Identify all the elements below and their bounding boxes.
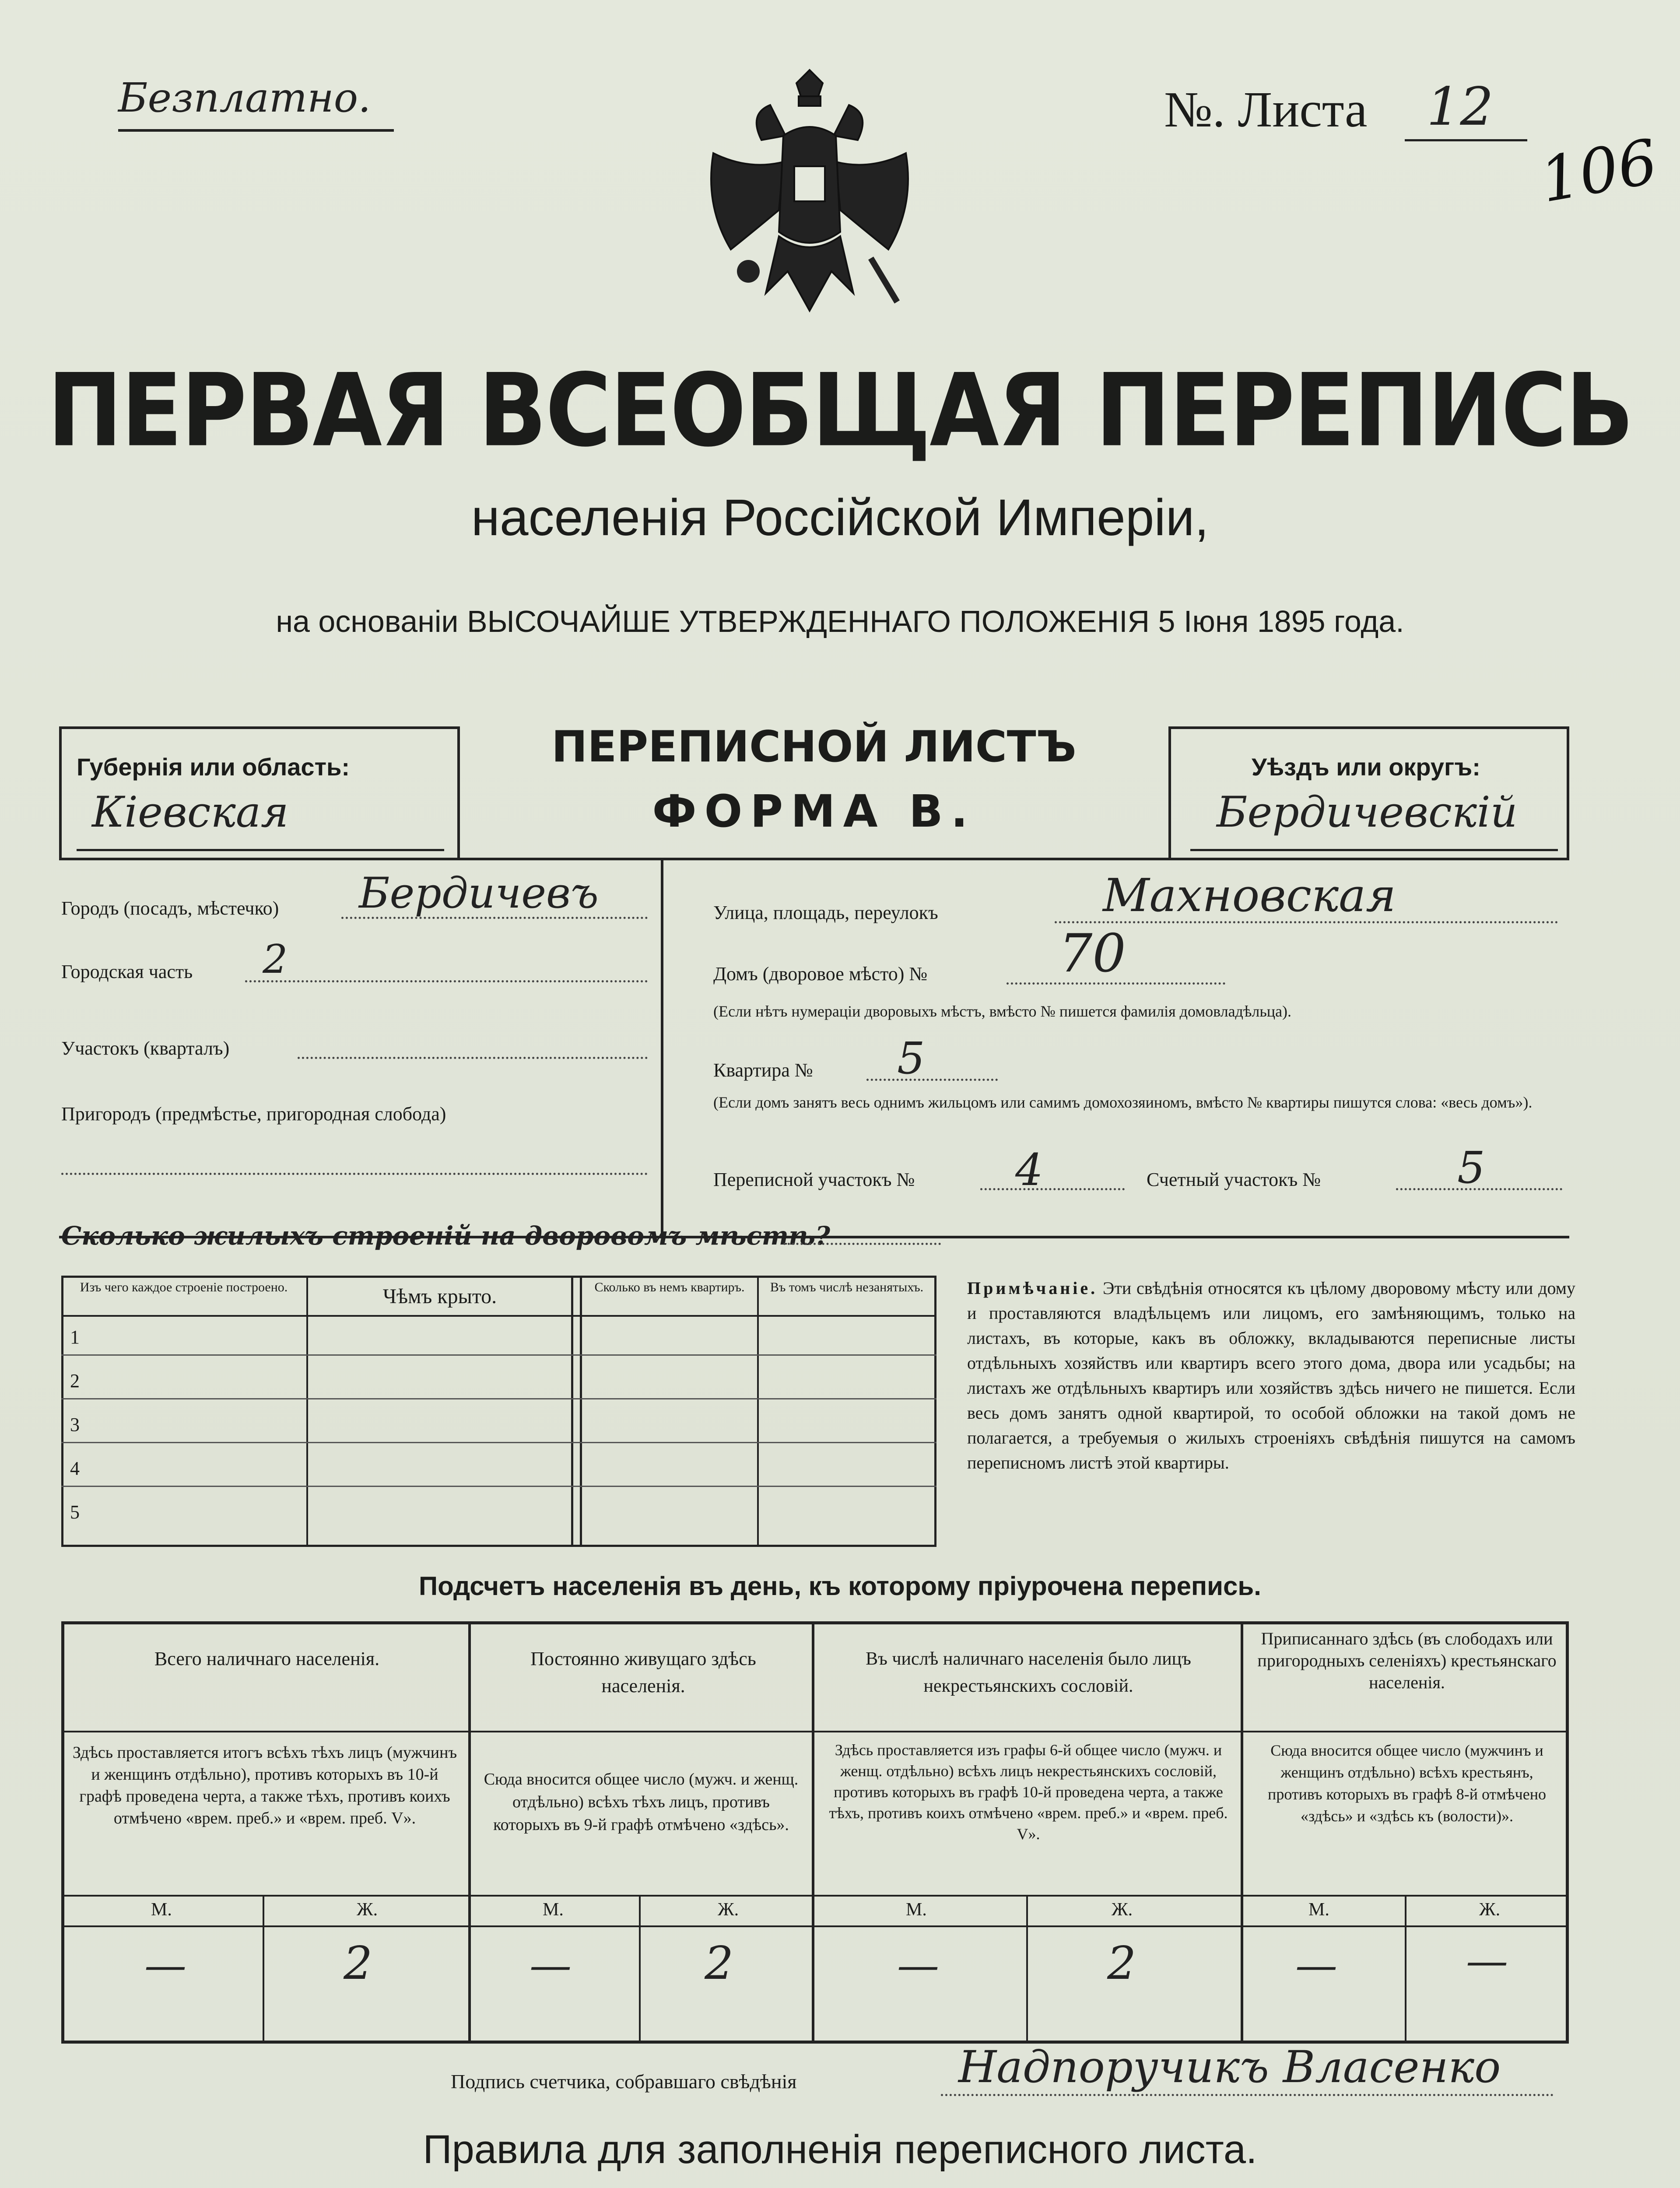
- district-underline: [1190, 849, 1558, 851]
- pop-divider-2: [812, 1621, 814, 2044]
- province-underline: [77, 849, 444, 851]
- province-value: Кіевская: [92, 788, 289, 837]
- pop-mf-divider-3: [1026, 1895, 1028, 2044]
- apartment-note: (Если домъ занятъ весь однимъ жильцомъ или самимъ домохозяиномъ, вмѣсто № квартиры пишутся слова: «весь домъ»).: [713, 1094, 1533, 1111]
- buildings-note: [967, 1276, 1575, 1475]
- buildings-note-lead: Примѣчаніе.: [967, 1278, 1098, 1298]
- buildings-row-number: 3: [70, 1414, 80, 1435]
- pop-col-head: Приписаннаго здѣсь (въ слободахъ или пригородныхъ селеніяхъ) крестьянскаго населенія.: [1257, 1629, 1557, 1692]
- buildings-note-text: Эти свѣдѣнія относятся къ цѣлому дворовому мѣсту или дому и проставляются владѣльцемъ или лицомъ, его замѣняющимъ, только на листахъ, въ которые, какъ въ обложку, вкладываются переписные листы отдѣльныхъ хозяйствъ или квартиръ всего этого дома, двора или усадьбы; на листахъ же отдѣльныхъ квартиръ или хозяйствъ здѣсь ничего не пишется. Если весь домъ занятъ одной квартирой, то особой обложки на такой домъ не полагается, а требуемыя о жилыхъ строеніяхъ свѣдѣнія пишутся на самомъ переписномъ листѣ этой квартиры.: [967, 1278, 1575, 1473]
- city-value: Бердичевъ: [359, 869, 599, 918]
- pop-f-value: 2: [1107, 1936, 1136, 1990]
- signature-rule: [941, 2094, 1554, 2096]
- pop-m-label: М.: [151, 1900, 172, 1920]
- pop-mf-divider-1: [263, 1895, 264, 2044]
- pop-m-label: М.: [543, 1900, 564, 1920]
- street-value: Махновская: [1103, 869, 1396, 922]
- district-value: Бердичевскій: [1217, 788, 1518, 837]
- suburb-label: Пригородъ (предмѣстье, пригородная слобода): [61, 1103, 446, 1125]
- pop-head-rule: [61, 1731, 1569, 1732]
- apartment-value: 5: [897, 1033, 925, 1084]
- street-label: Улица, площадь, переулокъ: [713, 902, 938, 923]
- free-label-underline: [118, 129, 394, 132]
- census-area-rule: [980, 1188, 1125, 1190]
- pop-divider-1: [468, 1621, 471, 2044]
- pop-divider-3: [1241, 1621, 1243, 2044]
- census-area-label: Переписной участокъ №: [713, 1169, 915, 1190]
- buildings-row-number: 5: [70, 1501, 80, 1523]
- house-value: 70: [1059, 923, 1126, 984]
- pop-f-label: Ж.: [1479, 1900, 1501, 1920]
- buildings-col-apartments: Сколько въ немъ квартиръ.: [594, 1280, 745, 1294]
- pop-f-value: 2: [344, 1936, 373, 1990]
- city-label: Городъ (посадъ, мѣстечко): [61, 898, 279, 919]
- city-rule: [341, 917, 648, 919]
- province-label: Губернія или область:: [77, 753, 350, 781]
- count-area-label: Счетный участокъ №: [1147, 1169, 1321, 1190]
- city-part-label: Городская часть: [61, 961, 193, 982]
- pop-m-value: —: [530, 1941, 572, 1990]
- census-area-value: 4: [1015, 1144, 1043, 1196]
- pop-col-desc: Сюда вносится общее число (мужч. и женщ. отдѣльно) всѣхъ тѣхъ лицъ, противъ которыхъ въ 9-й графѣ отмѣчено «здѣсь».: [484, 1770, 799, 1834]
- city-part-value: 2: [263, 936, 288, 982]
- buildings-row: [61, 1354, 936, 1356]
- buildings-question-rule: [783, 1243, 941, 1245]
- population-title: Подсчетъ населенія въ день, къ которому пріурочена перепись.: [419, 1571, 1261, 1601]
- free-label: Безплатно.: [118, 74, 371, 121]
- sheet-number-underline: [1405, 139, 1527, 141]
- house-rule: [1007, 982, 1225, 985]
- buildings-row: [61, 1398, 936, 1399]
- form-divider-left: [457, 726, 460, 858]
- sheet-number-value: 12: [1427, 77, 1494, 137]
- pop-f-label: Ж.: [718, 1900, 739, 1920]
- count-area-rule: [1396, 1188, 1562, 1190]
- pop-m-value: —: [1295, 1941, 1337, 1990]
- pop-col-desc: Здѣсь проставляется изъ графы 6-й общее число (мужч. и женщ. отдѣльно) всѣхъ лицъ некрестьянскихъ сословій, противъ которыхъ въ графѣ 10-й проведена черта, а также тѣхъ, противъ коихъ отмѣчено «врем. преб.» и «врем. преб. V».: [829, 1741, 1228, 1843]
- suburb-rule: [61, 1173, 648, 1175]
- buildings-row-number: 1: [70, 1326, 80, 1348]
- buildings-row: [61, 1486, 936, 1487]
- census-subtitle: населенія Россійской Имперіи,: [471, 489, 1209, 547]
- pop-f-label: Ж.: [357, 1900, 378, 1920]
- buildings-col-material: Изъ чего каждое строеніе построено.: [80, 1280, 288, 1294]
- pop-mf-divider-4: [1405, 1895, 1406, 2044]
- buildings-col-uninhabited: Въ томъ числѣ незанятыхъ.: [770, 1280, 924, 1294]
- pop-col-desc: Сюда вносится общее число (мужчинъ и женщинъ отдѣльно) всѣхъ крестьянъ, противъ которыхъ въ графѣ 8-й отмѣчено «здѣсь» и «здѣсь къ (волости)».: [1268, 1742, 1546, 1825]
- signature-value: Надпоручикъ Власенко: [958, 2041, 1501, 2093]
- pop-m-value: —: [144, 1941, 186, 1990]
- pop-f-value: —: [1466, 1936, 1508, 1985]
- census-title: ПЕРВАЯ ВСЕОБЩАЯ ПЕРЕПИСЬ: [47, 352, 1633, 470]
- pop-desc-rule: [61, 1895, 1569, 1897]
- buildings-row: [61, 1442, 936, 1443]
- house-note: (Если нѣтъ нумераціи дворовыхъ мѣстъ, вмѣсто № пишется фамилія домовладѣльца).: [713, 1003, 1292, 1020]
- form-title: ПЕРЕПИСНОЙ ЛИСТЪ: [551, 722, 1077, 772]
- apartment-label: Квартира №: [713, 1059, 813, 1081]
- pop-m-value: —: [897, 1941, 939, 1990]
- eagle-emblem-icon: [696, 66, 923, 328]
- census-basis: на основаніи ВЫСОЧАЙШЕ УТВЕРЖДЕННАГО ПОЛОЖЕНІЯ 5 Іюня 1895 года.: [276, 604, 1404, 638]
- pop-f-label: Ж.: [1112, 1900, 1133, 1920]
- buildings-col-roof: Чѣмъ крыто.: [382, 1285, 497, 1308]
- pop-m-label: М.: [1308, 1900, 1329, 1920]
- precinct-rule: [298, 1057, 648, 1059]
- archive-number: 106: [1535, 126, 1663, 217]
- buildings-row-number: 2: [70, 1370, 80, 1392]
- city-part-rule: [245, 980, 648, 982]
- street-rule: [1055, 921, 1558, 923]
- pop-col-head: Всего наличнаго населенія.: [154, 1648, 380, 1669]
- form-type: ФОРМА В.: [652, 785, 976, 838]
- pop-mf-divider-2: [639, 1895, 641, 2044]
- count-area-value: 5: [1457, 1142, 1485, 1193]
- buildings-head-rule: [61, 1315, 936, 1317]
- address-divider: [661, 860, 663, 1236]
- house-label: Домъ (дворовое мѣсто) №: [713, 963, 928, 985]
- pop-m-label: М.: [906, 1900, 927, 1920]
- apartment-rule: [866, 1079, 998, 1081]
- pop-col-head: Въ числѣ наличнаго населенія было лицъ некрестьянскихъ сословій.: [866, 1649, 1191, 1696]
- pop-mf-rule: [61, 1925, 1569, 1927]
- pop-f-value: 2: [705, 1936, 734, 1990]
- signature-label: Подпись счетчика, собравшаго свѣдѣнія: [451, 2070, 797, 2093]
- pop-col-head: Постоянно живущаго здѣсь населенія.: [530, 1648, 756, 1697]
- precinct-label: Участокъ (кварталъ): [61, 1038, 230, 1059]
- district-label: Уѣздъ или округъ:: [1252, 753, 1480, 781]
- rules-title: Правила для заполненія переписного листа.: [423, 2127, 1257, 2172]
- sheet-number-label: №. Листа: [1164, 82, 1368, 138]
- pop-col-desc: Здѣсь проставляется итогъ всѣхъ тѣхъ лицъ (мужчинъ и женщинъ отдѣльно), противъ которыхъ въ 10-й графѣ проведена черта, а также тѣхъ, противъ коихъ отмѣчено «врем. преб.» и «врем. преб. V».: [72, 1743, 457, 1827]
- buildings-question: Сколько жилыхъ строеній на дворовомъ мѣстѣ?: [61, 1221, 831, 1251]
- buildings-row-number: 4: [70, 1458, 80, 1479]
